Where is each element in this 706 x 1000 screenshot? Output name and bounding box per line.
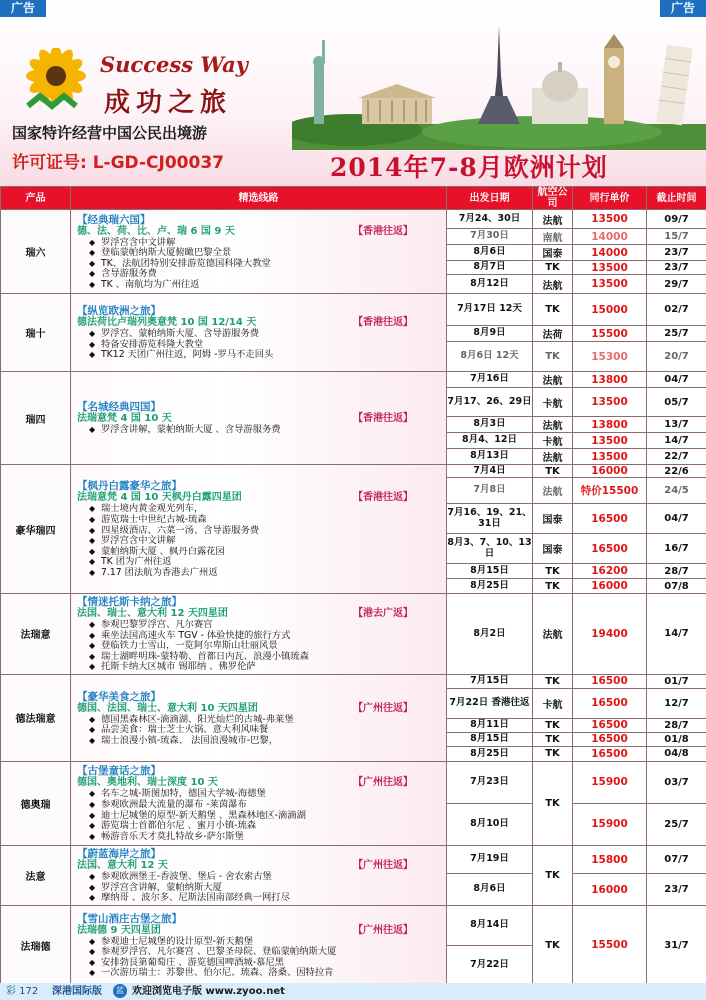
route-bullet-text: 摩纳哥 、波尔多、尼斯法国南部经典一网打尽 [101,892,290,904]
unit-price: 15800 [573,845,647,873]
route-title: 【情迷托斯卡纳之旅】 [77,596,182,608]
route-bullet-text: 品尝美食：瑞士芝士火锅、意大利风味餐 [101,724,269,736]
brand-chinese-name: 成功之旅 [104,88,233,118]
unit-price: 13500 [573,449,647,465]
route-bullet [77,425,443,436]
table-row [1,594,706,675]
deadline: 13/7 [647,417,706,433]
departure-date: 7月30日 [447,229,533,245]
route-departure-tag: 【广州往返】 [353,777,413,789]
route-bullet-text: 含导游服务费 [101,268,157,280]
route-details [71,294,447,372]
table-row [1,905,706,945]
route-details [71,210,447,294]
route-title: 【纵览欧洲之旅】 [77,305,161,318]
unit-price: 13500 [573,275,647,294]
diamond-bullet-icon: ◆ [89,831,96,841]
route-subtitle: 法国、瑞士、意大利 12 天四星团 [77,608,228,619]
airline: 法航 [533,478,573,504]
unit-price: 16500 [573,688,647,718]
route-bullet-text: 参观罗浮宫、凡尔赛宫 、巴黎圣母院、登临蒙帕纳斯大厦 [101,946,337,958]
table-row [1,674,706,688]
deadline: 22/7 [647,449,706,465]
airline: TK [533,261,573,275]
deadline: 24/5 [647,478,706,504]
airline: 南航 [533,229,573,245]
airline: TK [533,465,573,478]
departure-date: 8月15日 [447,564,533,579]
route-bullet-text: 罗浮宫含中文讲解 [101,236,176,248]
deadline: 01/7 [647,674,706,688]
diamond-bullet-icon: ◆ [89,567,96,577]
deadline: 23/7 [647,261,706,275]
brand-english-name: Success Way [100,52,248,77]
route-bullet-text: 畅游音乐天才莫扎特故乡-萨尔斯堡 [101,830,244,842]
unit-price: 13500 [573,433,647,449]
product-code: 法意 [1,845,71,905]
route-departure-tag: 【香港往返】 [353,317,413,329]
route-bullet-text: 参观迪士尼城堡的设计原型-新天鹅堡 [101,935,254,947]
deadline: 04/7 [647,504,706,534]
departure-date: 7月17、26、29日 [447,388,533,417]
unit-price: 16000 [573,579,647,594]
product-code: 豪华瑞四 [1,465,71,594]
diamond-bullet-icon: ◆ [89,662,96,672]
diamond-bullet-icon: ◆ [89,258,96,268]
deadline: 16/7 [647,534,706,564]
route-bullet [77,662,443,673]
route-subtitle-row [77,703,443,715]
unit-price: 13500 [573,261,647,275]
header-date: 出发日期 [447,187,533,210]
airline: TK [533,732,573,746]
airline: 法航 [533,372,573,388]
header-product: 产品 [1,187,71,210]
table-row [1,372,706,388]
route-bullet-text: TK 团为广州往返 [101,556,172,568]
diamond-bullet-icon: ◆ [89,789,96,799]
airline: 法航 [533,449,573,465]
departure-date: 7月23日 [447,761,533,803]
departure-date: 8月13日 [447,449,533,465]
unit-price: 15300 [573,342,647,372]
route-bullet-text: 瑞士湖畔明珠-蒙特勒、首都日内瓦、浪漫小镇琉森 [101,650,309,662]
plan-title: 2014年7-8月欧洲计划 [330,153,608,182]
route-bullet-text: 游览瑞士首都伯尔尼 、蜜月小镇-琉森 [101,820,257,832]
route-subtitle: 法瑞意梵 4 国 10 天枫丹白露四星团 [77,492,242,504]
product-code: 法瑞意 [1,594,71,675]
route-details [71,465,447,594]
diamond-bullet-icon: ◆ [89,339,96,349]
deadline: 05/7 [647,388,706,417]
route-bullet-text: 安排勃艮第葡萄庄 、游览德国啤酒城-慕尼黑 [101,956,284,968]
footer-bar [0,983,706,1000]
header-price: 同行单价 [573,187,647,210]
airline: TK [533,746,573,761]
airline: 法航 [533,275,573,294]
table-row [1,845,706,873]
departure-date: 8月15日 [447,732,533,746]
deadline: 31/7 [647,905,706,985]
route-bullet-text: 蒙帕纳斯大厦 、枫丹白露花园 [101,545,225,557]
diamond-bullet-icon: ◆ [89,714,96,724]
route-subtitle: 德、法、荷、比、卢、瑞 6 国 9 天 [77,225,235,237]
airline: 卡航 [533,388,573,417]
airline: 法航 [533,594,573,675]
route-details [71,905,447,985]
route-bullet [77,872,443,883]
route-subtitle-row [77,226,443,238]
route-bullet [77,568,443,579]
diamond-bullet-icon: ◆ [89,947,96,957]
route-bullet [77,280,443,291]
product-code: 德法瑞意 [1,674,71,761]
diamond-bullet-icon: ◆ [89,515,96,525]
unit-price: 14000 [573,245,647,261]
route-details [71,372,447,465]
diamond-bullet-icon: ◆ [89,651,96,661]
diamond-bullet-icon: ◆ [89,248,96,258]
deadline: 04/7 [647,372,706,388]
route-departure-tag: 【广州往返】 [353,859,413,871]
route-title: 【经典瑞六国】 [77,213,151,226]
route-bullet-text: 一次游历瑞士：苏黎世、伯尔尼、琉森、洛桑、因特拉肯 [101,967,334,979]
diamond-bullet-icon: ◆ [89,800,96,810]
deadline: 28/7 [647,564,706,579]
ad-label-right: 广告 [660,0,706,17]
unit-price: 15500 [573,326,647,342]
sunflower-logo-icon [18,48,96,116]
route-bullet-text: 登临铁力士雪山，一览阿尔卑斯山壮丽风景 [101,640,278,652]
product-code: 瑞六 [1,210,71,294]
unit-price: 16500 [573,534,647,564]
departure-date: 8月10日 [447,803,533,845]
departure-date: 7月4日 [447,465,533,478]
route-departure-tag: 【香港往返】 [353,492,413,504]
unit-price: 15900 [573,803,647,845]
route-bullet [77,736,443,747]
unit-price: 15000 [573,294,647,326]
airline: 法航 [533,210,573,229]
deadline: 25/7 [647,326,706,342]
deadline: 04/8 [647,746,706,761]
airline: TK [533,761,573,845]
route-bullet-text: 特备安排游览科隆大教堂 [101,338,204,350]
airline: TK [533,579,573,594]
deadline: 02/7 [647,294,706,326]
diamond-bullet-icon: ◆ [89,425,96,435]
airline: TK [533,674,573,688]
route-bullet [77,832,443,843]
airline: 国泰 [533,504,573,534]
route-bullet-text: 7.17 团法航为香港去广州返 [101,566,218,578]
departure-date: 7月15日 [447,674,533,688]
diamond-bullet-icon: ◆ [89,329,96,339]
departure-date: 8月3日 [447,417,533,433]
unit-price: 16500 [573,718,647,732]
european-landmarks-illustration [292,26,706,150]
departure-date: 7月22日 香港往返 [447,688,533,718]
diamond-bullet-icon: ◆ [89,504,96,514]
departure-date: 8月2日 [447,594,533,675]
route-bullet-text: 托斯卡纳大区城市 锡耶纳 、佛罗伦萨 [101,661,256,673]
route-bullet-text: 瑞士浪漫小镇-琉森、 法国浪漫城市-巴黎， [101,734,279,746]
table-row [1,761,706,803]
route-bullet-text: 游览瑞士中世纪古城-琉森 [101,514,207,526]
diamond-bullet-icon: ◆ [89,871,96,881]
product-code: 德奥瑞 [1,761,71,845]
table-row [1,294,706,326]
route-title: 【雪山酒庄古堡之旅】 [77,912,182,925]
deadline: 12/7 [647,688,706,718]
product-code: 瑞四 [1,372,71,465]
route-departure-tag: 【广州往返】 [353,924,413,936]
route-subtitle-row [77,925,443,937]
diamond-bullet-icon: ◆ [89,546,96,556]
license-number: 许可证号: L-GD-CJ00037 [12,153,224,173]
route-subtitle: 法瑞意梵 4 国 10 天 [77,413,172,425]
unit-price: 13500 [573,210,647,229]
route-bullet-text: 参观欧洲最大流量的瀑布 -莱茵瀑布 [101,799,247,811]
diamond-bullet-icon: ◆ [89,279,96,289]
deadline: 23/7 [647,245,706,261]
airline: 法航 [533,417,573,433]
page-number: 彩 172 [6,986,39,997]
route-bullet-text: 名车之城-斯图加特，德国大学城-海德堡 [101,788,266,800]
diamond-bullet-icon: ◆ [89,350,96,360]
departure-date: 8月7日 [447,261,533,275]
airline: 国泰 [533,245,573,261]
departure-date: 7月17日 12天 [447,294,533,326]
route-bullet-text: 四星级酒店、六菜一汤、含导游服务费 [101,524,260,536]
unit-price: 16200 [573,564,647,579]
blue-badge-icon: 蓝 [113,984,127,998]
diamond-bullet-icon: ◆ [89,237,96,247]
route-bullet-text: 登临蒙帕纳斯大厦俯瞰巴黎全景 [101,247,232,259]
header-banner [0,0,706,186]
departure-date: 7月19日 [447,845,533,873]
route-subtitle: 法国、意大利 12 天 [77,859,168,871]
route-details [71,674,447,761]
airline: TK [533,845,573,905]
route-departure-tag: 【港去广返】 [353,608,413,619]
route-details [71,761,447,845]
route-departure-tag: 【香港往返】 [353,225,413,237]
route-bullet [77,893,443,904]
diamond-bullet-icon: ◆ [89,735,96,745]
deadline: 23/7 [647,874,706,905]
route-bullet-text: 罗浮含讲解，蒙帕纳斯大厦 、含导游服务费 [101,424,281,436]
unit-price: 16000 [573,465,647,478]
deadline: 01/8 [647,732,706,746]
diamond-bullet-icon: ◆ [89,630,96,640]
departure-date: 8月6日 12天 [447,342,533,372]
departure-date: 8月6日 [447,874,533,905]
table-header-row [1,187,706,210]
diamond-bullet-icon: ◆ [89,821,96,831]
route-bullet [77,968,443,979]
route-bullet-text: 参观欧洲堡王-香波堡、堡后 - 舍农索古堡 [101,870,272,882]
route-title: 【名城经典四国】 [77,401,161,414]
unit-price: 13500 [573,388,647,417]
deadline: 09/7 [647,210,706,229]
diamond-bullet-icon: ◆ [89,557,96,567]
deadline: 07/8 [647,579,706,594]
unit-price: 16500 [573,504,647,534]
departure-date: 7月8日 [447,478,533,504]
unit-price: 特价15500 [573,478,647,504]
deadline: 14/7 [647,433,706,449]
airline: 卡航 [533,433,573,449]
unit-price: 16500 [573,746,647,761]
license-statement: 国家特许经营中国公民出境游 [12,124,208,142]
route-bullet-text: 德国黑森林区-滴滴湖、阳光灿烂的古城-弗莱堡 [101,713,294,725]
header-airline: 航空公司 [533,187,573,210]
route-bullet-text: TK12 天团广州往返，阿姆 -罗马不走回头 [101,349,274,361]
diamond-bullet-icon: ◆ [89,936,96,946]
departure-date: 8月14日 [447,905,533,945]
deadline: 29/7 [647,275,706,294]
deadline: 22/6 [647,465,706,478]
unit-price: 15500 [573,905,647,985]
ad-label-left: 广告 [0,0,46,17]
airline: 卡航 [533,688,573,718]
unit-price: 13800 [573,372,647,388]
departure-date: 8月9日 [447,326,533,342]
route-bullet-text: TK 、南航均为广州往返 [101,278,200,290]
departure-date: 8月3、7、10、13日 [447,534,533,564]
unit-price: 16500 [573,674,647,688]
diamond-bullet-icon: ◆ [89,269,96,279]
route-bullet-text: 罗浮宫、蒙帕纳斯大厦、含导游服务费 [101,328,260,340]
route-details [71,594,447,675]
diamond-bullet-icon: ◆ [89,893,96,903]
departure-date: 8月4、12日 [447,433,533,449]
unit-price: 15900 [573,761,647,803]
route-bullet-text: 罗浮宫含讲解，蒙帕纳斯大厦 [101,881,222,893]
route-details [71,845,447,905]
route-bullet-text: 罗浮宫含中文讲解 [101,535,176,547]
diamond-bullet-icon: ◆ [89,641,96,651]
table-row [1,465,706,478]
unit-price: 19400 [573,594,647,675]
route-title: 【蔚蓝海岸之旅】 [77,847,161,860]
footer-website: 欢迎浏览电子版 www.zyoo.net [132,986,285,997]
diamond-bullet-icon: ◆ [89,957,96,967]
departure-date: 8月25日 [447,579,533,594]
route-bullet-text: 迪士尼城堡的原型-新天鹅堡 、黑森林地区-滴滴湖 [101,809,306,821]
departure-date: 8月12日 [447,275,533,294]
deadline: 20/7 [647,342,706,372]
tour-table [0,186,706,986]
departure-date: 7月16日 [447,372,533,388]
route-bullet-text: 瑞士境内黄金观光列车， [101,503,204,515]
deadline: 25/7 [647,803,706,845]
departure-date: 8月6日 [447,245,533,261]
airline: TK [533,564,573,579]
deadline: 14/7 [647,594,706,675]
deadline: 07/7 [647,845,706,873]
departure-date: 8月25日 [447,746,533,761]
departure-date: 7月16、19、21、31日 [447,504,533,534]
unit-price: 14000 [573,229,647,245]
unit-price: 16500 [573,732,647,746]
diamond-bullet-icon: ◆ [89,882,96,892]
table-row [1,210,706,229]
diamond-bullet-icon: ◆ [89,620,96,629]
airline: TK [533,342,573,372]
departure-date: 7月22日 [447,945,533,985]
departure-date: 8月11日 [447,718,533,732]
footer-brand: 深港国际版 [52,986,102,997]
unit-price: 13800 [573,417,647,433]
product-code: 法瑞德 [1,905,71,985]
diamond-bullet-icon: ◆ [89,725,96,735]
route-title: 【枫丹白露豪华之旅】 [77,480,182,493]
header-route: 精选线路 [71,187,447,210]
airline: TK [533,294,573,326]
route-subtitle: 法瑞德 9 天四星团 [77,924,161,936]
route-bullet [77,620,443,631]
header-deadline: 截止时间 [647,187,706,210]
deadline: 03/7 [647,761,706,803]
diamond-bullet-icon: ◆ [89,968,96,978]
deadline: 28/7 [647,718,706,732]
airline: 国泰 [533,534,573,564]
unit-price: 16000 [573,874,647,905]
diamond-bullet-icon: ◆ [89,525,96,535]
route-subtitle: 德国、奥地利、瑞士深度 10 天 [77,777,218,789]
route-subtitle: 德国、法国、瑞士、意大利 10 天四星团 [77,702,258,714]
diamond-bullet-icon: ◆ [89,536,96,546]
route-bullet-text: TK、法航团特别安排游览德国科隆大教堂 [101,257,271,269]
route-departure-tag: 【广州往返】 [353,702,413,714]
route-bullet-text: 乘坐法国高速火车 TGV - 体验快捷的旅行方式 [101,629,291,641]
diamond-bullet-icon: ◆ [89,810,96,820]
departure-date: 7月24、30日 [447,210,533,229]
route-departure-tag: 【香港往返】 [353,413,413,425]
route-title: 【古堡童话之旅】 [77,765,161,778]
route-bullet-text: 参观巴黎罗浮宫、凡尔赛宫 [101,619,213,630]
airline: TK [533,718,573,732]
airline: TK [533,905,573,985]
deadline: 15/7 [647,229,706,245]
route-bullet [77,350,443,361]
route-subtitle: 德法荷比卢瑞列奥意梵 10 国 12/14 天 [77,317,257,329]
product-code: 瑞十 [1,294,71,372]
airline: 法荷 [533,326,573,342]
route-title: 【豪华美食之旅】 [77,690,161,703]
